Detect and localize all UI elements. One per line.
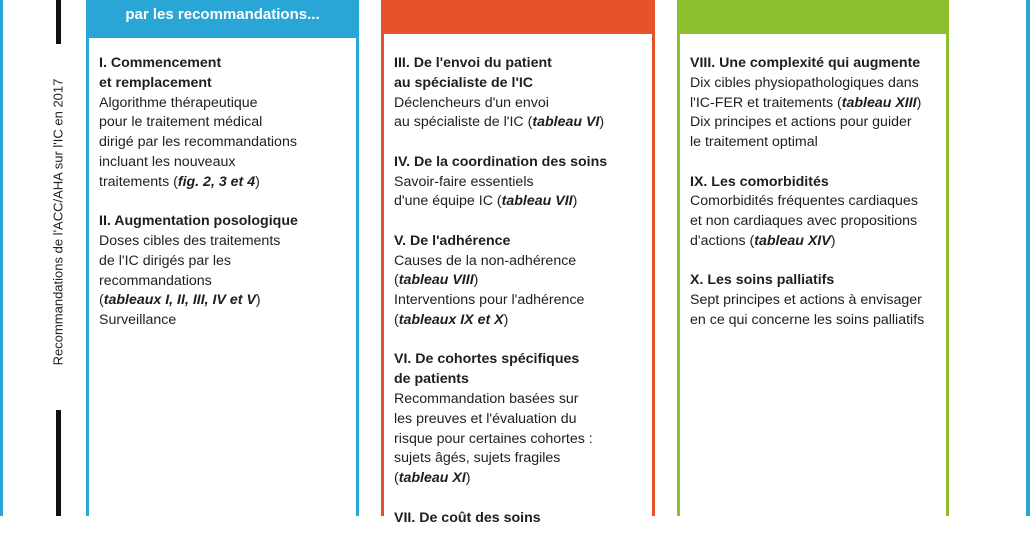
- text-part: ): [599, 114, 605, 131]
- section-title: V. De l'adhérence: [394, 232, 511, 249]
- section-line: [394, 469, 644, 489]
- column-green: [677, 0, 949, 516]
- section-line: en ce qui concerne les soins palliatifs: [690, 311, 925, 328]
- text-part: ): [255, 173, 260, 190]
- left-frame-line: [0, 0, 3, 516]
- text-part: ): [572, 193, 578, 210]
- section-augmentation: [99, 212, 348, 331]
- table-reference: tableau VIII: [398, 272, 474, 289]
- section-line: [394, 192, 644, 212]
- section-line: Déclencheurs d'un envoi: [394, 94, 549, 111]
- figure-reference: fig. 2, 3 et 4: [177, 173, 256, 190]
- table-reference: tableau XIII: [841, 94, 917, 111]
- section-line: [394, 113, 644, 133]
- column-orange-header: [384, 0, 652, 34]
- section-commencement: [99, 54, 348, 193]
- text-part: d'une équipe IC (: [394, 193, 502, 210]
- section-envoi: [394, 54, 644, 133]
- text-part: (: [394, 470, 399, 487]
- section-line: Savoir-faire essentiels: [394, 173, 534, 190]
- section-line: Surveillance: [99, 312, 177, 329]
- section-line: Recommandation basées sur: [394, 390, 579, 407]
- section-cohortes: [394, 350, 644, 489]
- text-part: au spécialiste de l'IC (: [394, 114, 533, 131]
- section-line: Dix principes et actions pour guider: [690, 114, 912, 131]
- section-soins-palliatifs: [690, 271, 938, 330]
- side-bar-top: [56, 0, 61, 44]
- text-part: ): [473, 272, 479, 289]
- column-blue: [86, 0, 359, 516]
- section-line: [394, 271, 644, 291]
- text-part: d'actions (: [690, 232, 755, 249]
- section-line: dirigé par les recommandations: [99, 134, 297, 151]
- text-part: (: [394, 272, 399, 289]
- column-blue-header: par les recommandations...: [89, 0, 356, 38]
- section-line: [99, 173, 348, 193]
- table-reference: tableau XIV: [754, 232, 831, 249]
- section-line: les preuves et l'évaluation du: [394, 410, 577, 427]
- text-part: ): [830, 232, 836, 249]
- section-line: [690, 94, 938, 114]
- section-comorbidites: [690, 173, 938, 252]
- table-reference: tableau XI: [398, 470, 466, 487]
- section-line: sujets âgés, sujets fragiles: [394, 450, 561, 467]
- side-bar-bottom: [56, 410, 61, 516]
- right-frame-line: [1026, 0, 1030, 516]
- text-part: ): [255, 292, 261, 309]
- section-title: I. Commencement: [99, 55, 222, 71]
- text-part: ): [503, 311, 509, 328]
- section-line: le traitement optimal: [690, 134, 818, 151]
- text-part: (: [394, 311, 399, 328]
- column-orange-body: [394, 54, 644, 548]
- section-line: Interventions pour l'adhérence: [394, 292, 585, 309]
- section-line: [99, 291, 348, 311]
- text-part: l'IC-FER et traitements (: [690, 94, 842, 111]
- table-reference: tableau VII: [501, 193, 573, 210]
- section-line: recommandations: [99, 272, 212, 289]
- section-line: Comorbidités fréquentes cardiaques: [690, 193, 918, 210]
- text-part: traitements (: [99, 173, 178, 190]
- section-cout: [394, 509, 644, 529]
- section-line: [394, 311, 644, 331]
- column-green-body: [690, 54, 938, 350]
- section-coordination: [394, 153, 644, 212]
- section-adherence: [394, 232, 644, 331]
- section-title: III. De l'envoi du patient: [394, 55, 552, 71]
- section-title: VII. De coût des soins: [394, 509, 541, 526]
- column-orange: [381, 0, 655, 526]
- section-title: au spécialiste de l'IC: [394, 74, 534, 91]
- section-title: IV. De la coordination des soins: [394, 153, 608, 170]
- section-title: X. Les soins palliatifs: [690, 272, 835, 289]
- section-line: Sept principes et actions à envisager: [690, 292, 922, 309]
- section-line: [690, 232, 938, 252]
- section-title: IX. Les comorbidités: [690, 173, 829, 190]
- table-reference: tableaux I, II, III, IV et V: [103, 292, 256, 309]
- section-line: Doses cibles des traitements: [99, 232, 281, 249]
- side-label: Recommandations de l'ACC/AHA sur l'IC en 2017: [50, 78, 66, 366]
- text-part: ): [465, 470, 471, 487]
- section-line: risque pour certaines cohortes :: [394, 430, 593, 447]
- section-title: et remplacement: [99, 74, 212, 91]
- column-blue-body: [99, 54, 348, 351]
- section-line: incluant les nouveaux: [99, 153, 236, 170]
- text-part: ): [916, 94, 922, 111]
- section-line: Algorithme thérapeutique: [99, 94, 258, 111]
- section-title: de patients: [394, 371, 469, 388]
- section-line: pour le traitement médical: [99, 114, 263, 131]
- section-line: Dix cibles physiopathologiques dans: [690, 74, 919, 91]
- section-title: II. Augmentation posologique: [99, 213, 298, 230]
- section-title: VI. De cohortes spécifiques: [394, 351, 580, 368]
- table-reference: tableaux IX et X: [398, 311, 504, 328]
- section-line: de l'IC dirigés par les: [99, 252, 232, 269]
- section-line: Causes de la non-adhérence: [394, 252, 577, 269]
- section-title: VIII. Une complexité qui augmente: [690, 55, 921, 71]
- table-reference: tableau VI: [532, 114, 600, 131]
- text-part: (: [99, 292, 104, 309]
- section-complexite: [690, 54, 938, 153]
- column-green-header: [680, 0, 946, 34]
- section-line: et non cardiaques avec propositions: [690, 213, 918, 230]
